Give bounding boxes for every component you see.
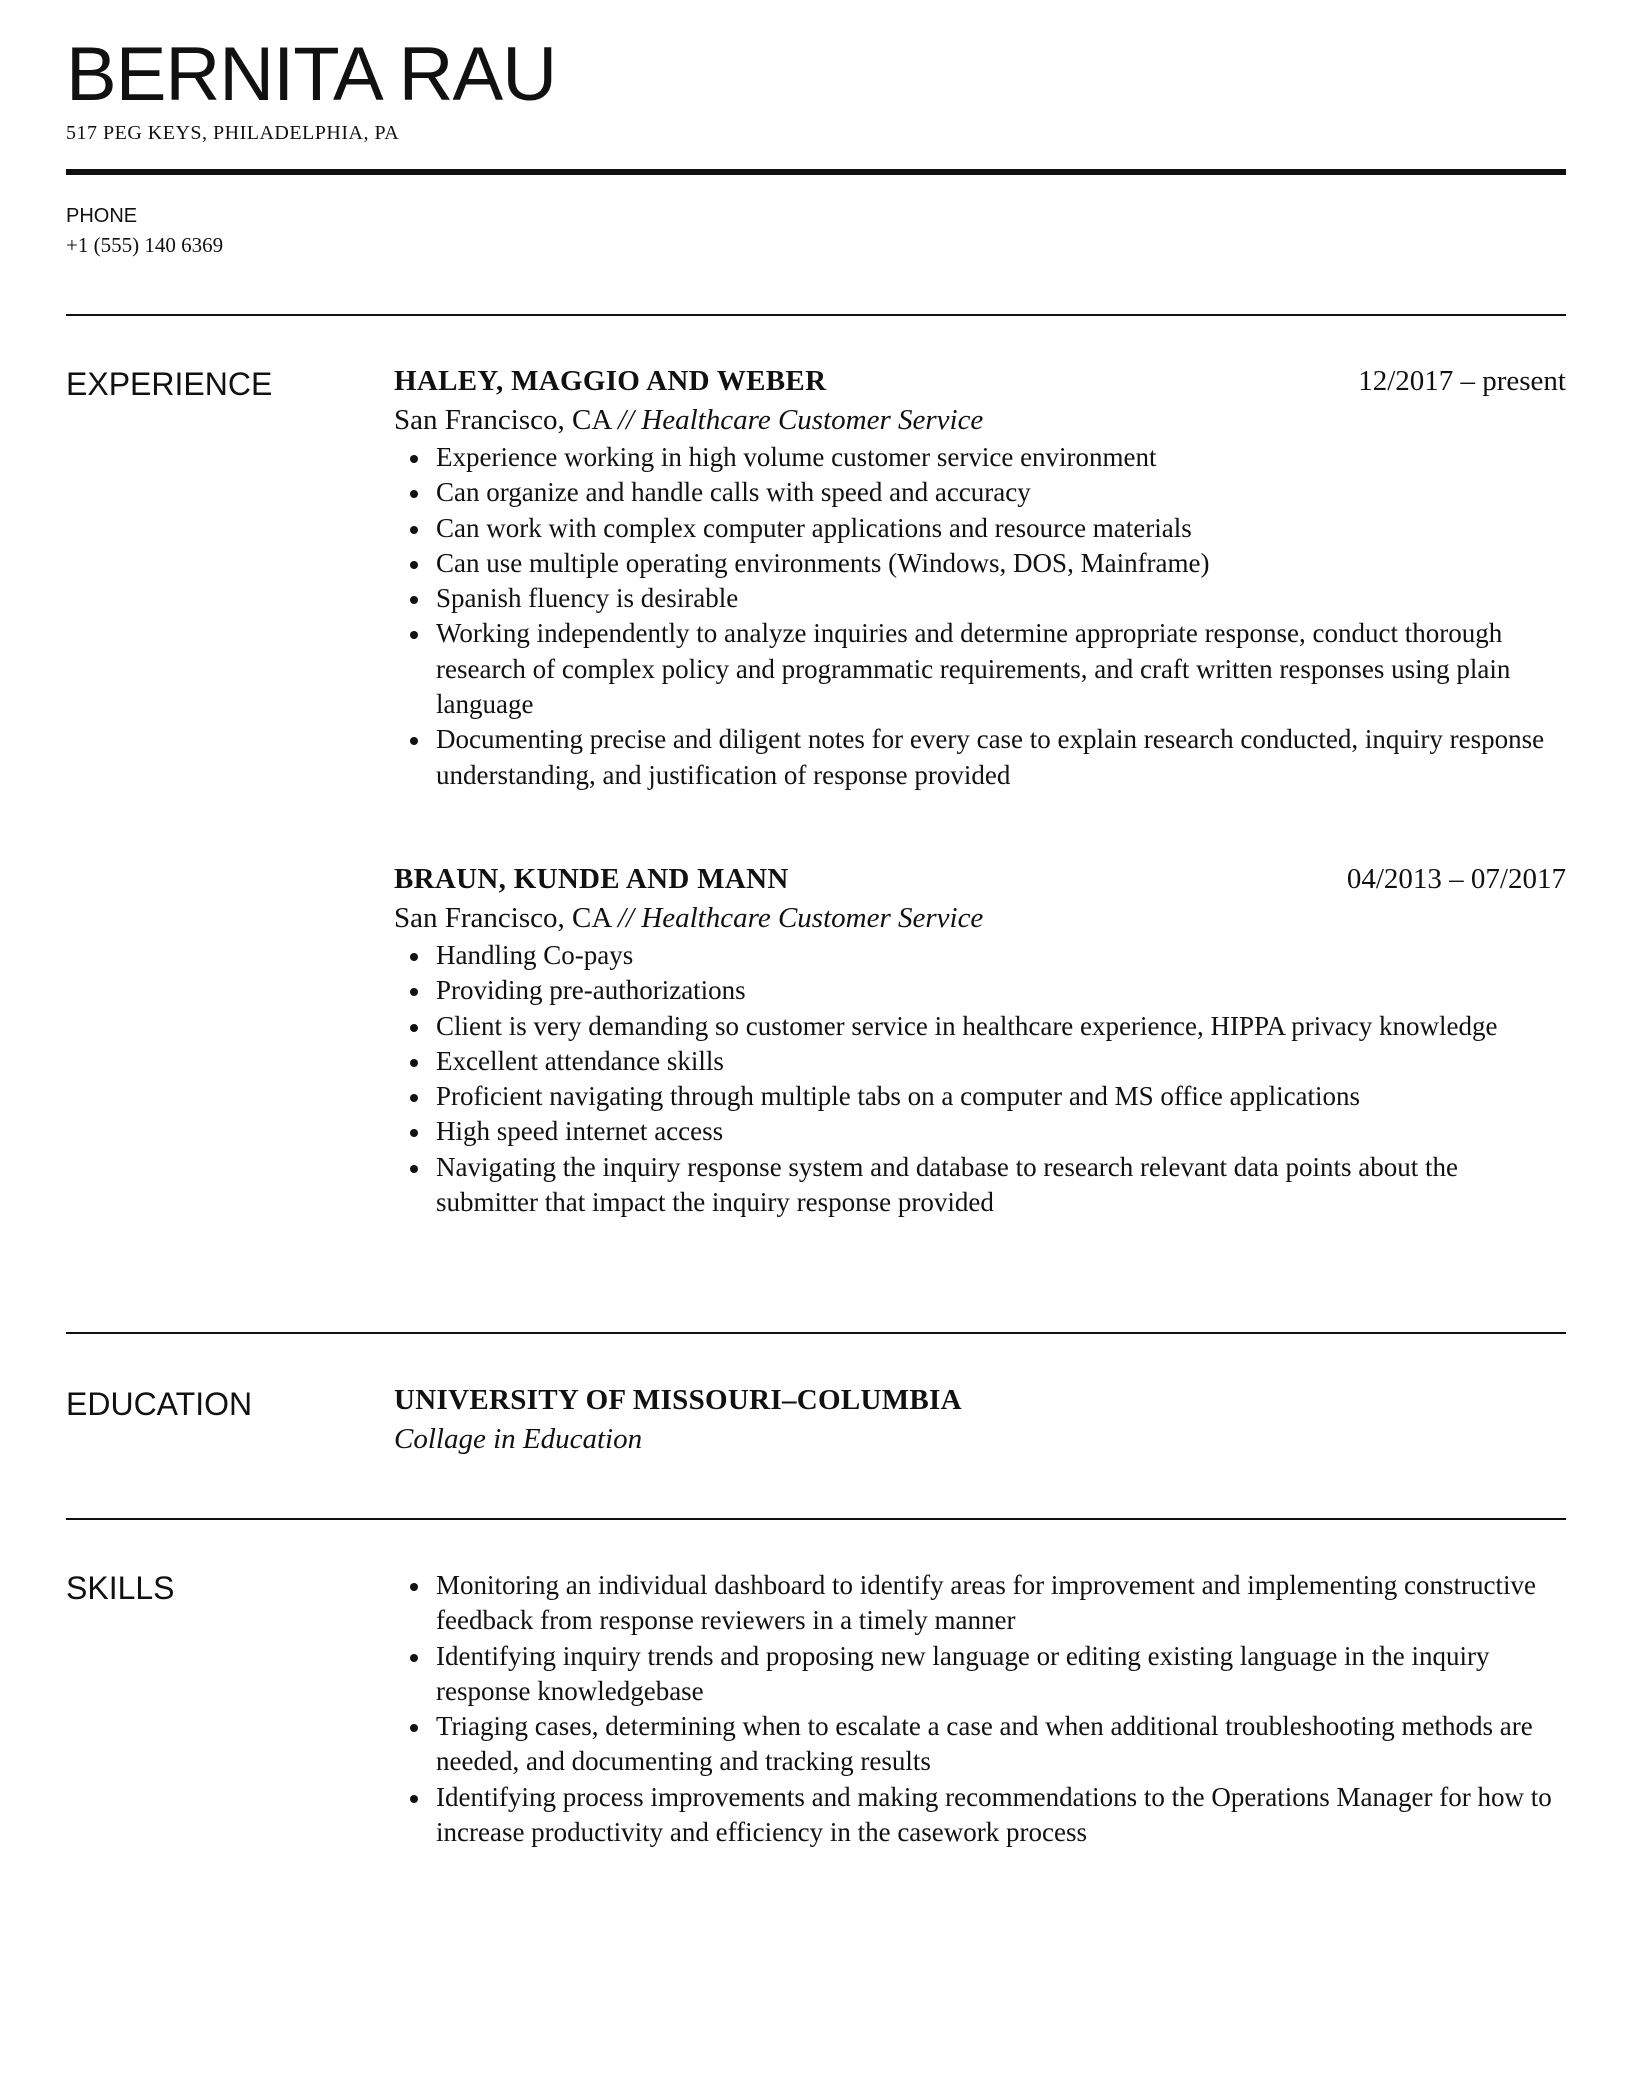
job-title: Healthcare Customer Service [641, 404, 984, 436]
job-employer: BRAUN, KUNDE AND MANN [394, 863, 789, 895]
job-duties-list [394, 440, 1566, 793]
experience-section-title: EXPERIENCE [66, 366, 273, 402]
phone-label: PHONE [66, 205, 138, 227]
job-dates: 12/2017 – present [1358, 365, 1566, 397]
job-header [394, 362, 1566, 400]
job-location: San Francisco, CA [394, 902, 611, 934]
job-duties-list [394, 938, 1566, 1220]
candidate-name: BERNITA RAU [66, 32, 557, 117]
list-item: Documenting precise and diligent notes for every case to explain research conducted, inquiry response understanding, and justification of response provided [436, 722, 1566, 793]
experience-job [394, 362, 1566, 793]
degree: Collage in Education [394, 1423, 643, 1455]
candidate-address: 517 PEG KEYS, PHILADELPHIA, PA [66, 122, 400, 144]
job-subline [394, 400, 1566, 440]
list-item: Proficient navigating through multiple tabs on a computer and MS office applications [436, 1079, 1566, 1114]
list-item: Client is very demanding so customer service in healthcare experience, HIPPA privacy knowledge [436, 1009, 1566, 1044]
list-item: Identifying process improvements and making recommendations to the Operations Manager for how to increase productivity and efficiency in the casework process [436, 1780, 1566, 1851]
list-item: Identifying inquiry trends and proposing new language or editing existing language in the inquiry response knowledgebase [436, 1639, 1566, 1710]
list-item: Providing pre-authorizations [436, 973, 1566, 1008]
job-title: Healthcare Customer Service [641, 902, 984, 934]
list-item: High speed internet access [436, 1114, 1566, 1149]
school-name: UNIVERSITY OF MISSOURI–COLUMBIA [394, 1384, 962, 1416]
experience-job [394, 860, 1566, 1220]
education-section-title: EDUCATION [66, 1386, 253, 1422]
job-separator: // [617, 404, 635, 436]
list-item: Handling Co-pays [436, 938, 1566, 973]
phone-number: +1 (555) 140 6369 [66, 233, 224, 257]
list-item: Navigating the inquiry response system and database to research relevant data points about the submitter that impact the inquiry response provided [436, 1150, 1566, 1221]
job-location: San Francisco, CA [394, 404, 611, 436]
skills-entry [394, 1568, 1566, 1850]
job-employer: HALEY, MAGGIO AND WEBER [394, 365, 827, 397]
section-divider [66, 1518, 1566, 1520]
list-item: Triaging cases, determining when to escalate a case and when additional troubleshooting methods are needed, and documenting and tracking results [436, 1709, 1566, 1780]
list-item: Monitoring an individual dashboard to identify areas for improvement and implementing constructive feedback from response reviewers in a timely manner [436, 1568, 1566, 1639]
section-divider [66, 314, 1566, 316]
list-item: Spanish fluency is desirable [436, 581, 1566, 616]
skills-section-title: SKILLS [66, 1570, 175, 1606]
job-separator: // [617, 902, 635, 934]
job-header [394, 860, 1566, 898]
list-item: Can use multiple operating environments (Windows, DOS, Mainframe) [436, 546, 1566, 581]
list-item: Working independently to analyze inquiries and determine appropriate response, conduct thorough research of complex policy and programmatic requirements, and craft written responses using plain language [436, 616, 1566, 722]
list-item: Can organize and handle calls with speed and accuracy [436, 475, 1566, 510]
header-divider [66, 169, 1566, 175]
education-entry [394, 1381, 1566, 1459]
job-subline [394, 898, 1566, 938]
job-dates: 04/2013 – 07/2017 [1346, 863, 1566, 895]
list-item: Excellent attendance skills [436, 1044, 1566, 1079]
section-divider [66, 1332, 1566, 1334]
list-item: Can work with complex computer applications and resource materials [436, 511, 1566, 546]
skills-list [394, 1568, 1566, 1850]
list-item: Experience working in high volume customer service environment [436, 440, 1566, 475]
